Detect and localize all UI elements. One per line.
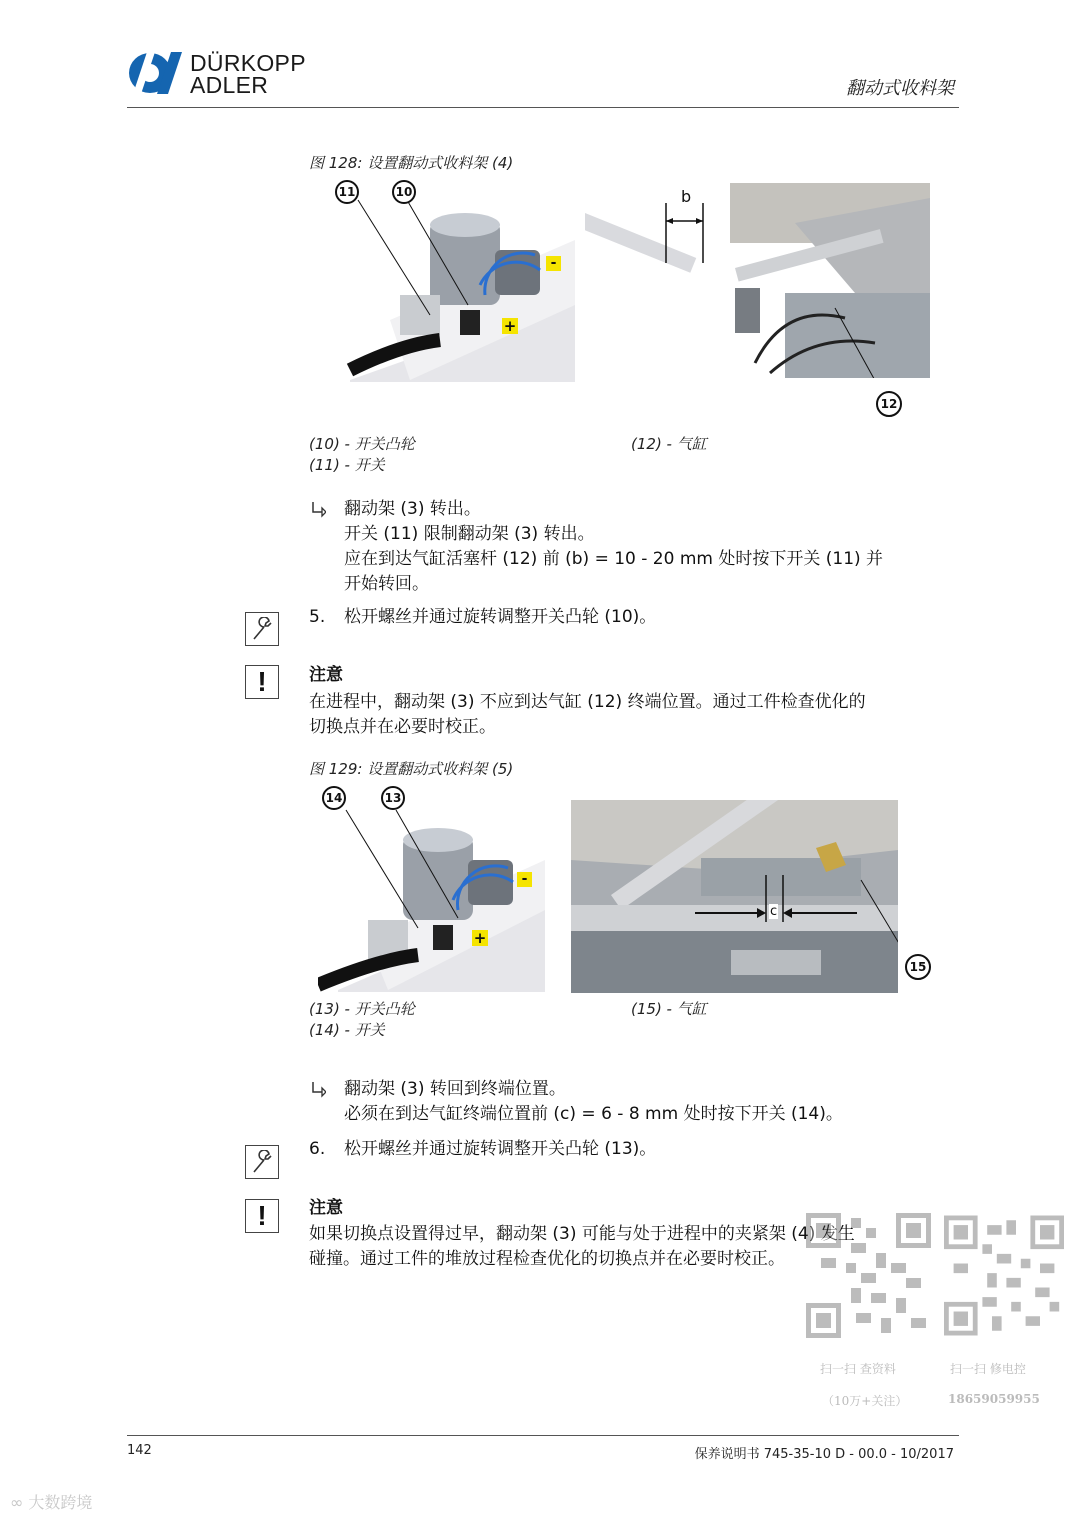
figure-129-caption: 图 129: 设置翻动式收料架 (5) (309, 760, 514, 778)
corner-watermark-text: 大数跨境 (28, 1493, 93, 1512)
page-number: 142 (127, 1443, 152, 1458)
watermark-right-line2: 18659059955 (948, 1392, 1040, 1406)
minus-badge: - (517, 872, 532, 887)
watermark-left-line1: 扫一扫 查资料 (820, 1362, 896, 1376)
step-6-number: 6. (309, 1139, 326, 1159)
figure-129-photo-cylinder (571, 800, 898, 993)
result-text-2 (344, 1077, 954, 1127)
step-5-number: 5. (309, 607, 326, 627)
figure-129-legend-left (309, 999, 415, 1041)
step-5-text: 松开螺丝并通过旋转调整开关凸轮 (10)。 (344, 607, 657, 627)
brand-name-line2: ADLER (190, 72, 269, 98)
dimension-b-label: b (681, 187, 692, 206)
minus-badge: - (546, 256, 561, 271)
header-divider (127, 107, 959, 108)
qr-code-icon (806, 1213, 931, 1338)
text-line: 切换点并在必要时校正。 (309, 717, 496, 737)
figure-128-legend-left (309, 434, 415, 476)
text-line: 开始转回。 (344, 574, 429, 594)
figure-128-photo-switch (330, 180, 575, 382)
figure-128-legend-right (631, 434, 707, 455)
result-arrow-icon (310, 1081, 326, 1099)
watermark-right-line1: 扫一扫 修电控 (950, 1362, 1026, 1376)
step-6-text: 松开螺丝并通过旋转调整开关凸轮 (13)。 (344, 1139, 657, 1159)
callout-12: 12 (876, 391, 902, 417)
text-line: 翻动架 (3) 转出。 (344, 499, 481, 519)
callout-10: 10 (392, 180, 416, 204)
watermark-left-line2: （10万+关注） (822, 1394, 908, 1408)
wrench-icon (245, 612, 279, 646)
plus-badge: + (473, 929, 487, 947)
text-line: 碰撞。通过工件的堆放过程检查优化的切换点并在必要时校正。 (309, 1249, 785, 1269)
callout-15: 15 (905, 954, 931, 980)
notice-1-text (309, 690, 959, 740)
notice-1-title: 注意 (309, 665, 343, 685)
result-text-1 (344, 497, 954, 597)
callout-14: 14 (322, 786, 346, 810)
brand-logo (127, 50, 327, 100)
legend-item: (15) - 气缸 (631, 1000, 707, 1018)
warning-exclamation-icon: ! (245, 665, 279, 699)
brand-name-line1: DÜRKOPP (190, 50, 306, 76)
result-arrow-icon (310, 501, 326, 519)
callout-11: 11 (335, 180, 359, 204)
legend-item: (10) - 开关凸轮 (309, 435, 415, 453)
text-line: 开关 (11) 限制翻动架 (3) 转出。 (344, 524, 595, 544)
figure-129-legend-right (631, 999, 707, 1020)
legend-item: (11) - 开关 (309, 456, 385, 474)
text-line: 在进程中，翻动架 (3) 不应到达气缸 (12) 终端位置。通过工件检查优化的 (309, 692, 866, 712)
watermark-logo-icon: ∞ (10, 1493, 24, 1512)
warning-exclamation-icon: ! (245, 1199, 279, 1233)
figure-129-photo-switch (318, 790, 545, 992)
notice-2-title: 注意 (309, 1198, 343, 1218)
text-line: 应在到达气缸活塞杆 (12) 前 (b) = 10 - 20 mm 处时按下开关 (11) 并 (344, 549, 884, 569)
legend-item: (14) - 开关 (309, 1021, 385, 1039)
corner-watermark (10, 1490, 92, 1513)
dimension-c-label: c (770, 904, 778, 919)
page-section-title: 翻动式收料架 (846, 78, 954, 99)
legend-item: (12) - 气缸 (631, 435, 707, 453)
legend-item: (13) - 开关凸轮 (309, 1000, 415, 1018)
wrench-icon (245, 1145, 279, 1179)
callout-13: 13 (381, 786, 405, 810)
text-line: 如果切换点设置得过早，翻动架 (3) 可能与处于进程中的夹紧架 (4) 发生 (309, 1224, 855, 1244)
logo-mark-icon (127, 50, 183, 96)
document-reference: 保养说明书 745-35-10 D - 00.0 - 10/2017 (694, 1447, 954, 1462)
plus-badge: + (503, 317, 517, 335)
text-line: 翻动架 (3) 转回到终端位置。 (344, 1079, 566, 1099)
qr-code-icon (944, 1213, 1064, 1338)
footer-divider (127, 1435, 959, 1436)
text-line: 必须在到达气缸终端位置前 (c) = 6 - 8 mm 处时按下开关 (14)。 (344, 1104, 843, 1124)
figure-128-photo-cylinder (585, 183, 930, 378)
figure-128-caption: 图 128: 设置翻动式收料架 (4) (309, 154, 514, 172)
